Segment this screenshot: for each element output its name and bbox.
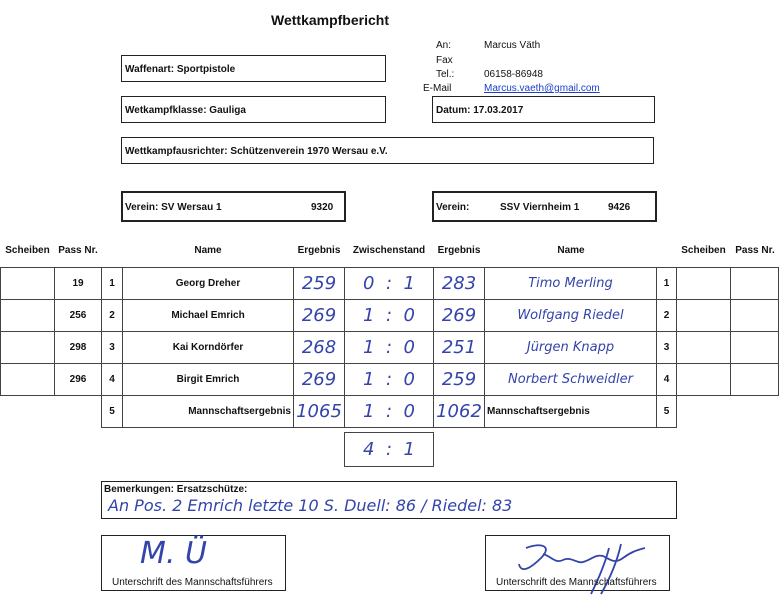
zw-right-value: 0 <box>403 337 415 358</box>
pass-right-cell <box>730 299 779 332</box>
verein-right-number: 9426 <box>608 202 631 213</box>
team-pos-right: 5 <box>656 395 677 428</box>
zw-left-value: 1 <box>363 369 375 390</box>
name-right-cell: Norbert Schweidler <box>484 363 657 396</box>
header-pass-left: Pass Nr. <box>58 245 98 256</box>
ergebnis-left-cell: 259 <box>293 267 345 300</box>
zwischenstand-cell <box>344 267 434 300</box>
pos-right-cell: 3 <box>656 331 677 364</box>
name-left-cell: Michael Emrich <box>122 299 294 332</box>
scheiben-left-cell <box>0 299 55 332</box>
name-left-cell: Georg Dreher <box>122 267 294 300</box>
zw-right-value: 0 <box>403 401 415 422</box>
scheiben-left-cell <box>0 331 55 364</box>
signature-left-box <box>101 535 286 591</box>
verein-left-box <box>121 191 346 222</box>
team-label-right: Mannschaftsergebnis <box>484 395 657 428</box>
signature-right-box <box>485 535 670 591</box>
tel-value: 06158-86948 <box>484 69 543 80</box>
tel-label: Tel.: <box>436 69 455 80</box>
header-ergebnis-left: Ergebnis <box>297 245 341 256</box>
ausrichter-box <box>121 137 654 164</box>
total-colon: : <box>385 439 393 460</box>
zwischenstand-cell <box>344 331 434 364</box>
total-score-cell <box>344 432 434 467</box>
pos-cell: 3 <box>101 331 123 364</box>
zw-left-value: 0 <box>363 273 375 294</box>
signature-right-label: Unterschrift des Mannschaftsführers <box>496 577 657 588</box>
zwischenstand-cell <box>344 299 434 332</box>
name-right-cell: Jürgen Knapp <box>484 331 657 364</box>
ergebnis-right-cell: 269 <box>433 299 485 332</box>
bemerkungen-text: An Pos. 2 Emrich letzte 10 S. Duell: 86 / Riedel: 83 <box>108 496 513 515</box>
zw-left-value: 1 <box>363 337 375 358</box>
zw-right-value: 0 <box>403 369 415 390</box>
pos-cell: 4 <box>101 363 123 396</box>
total-left: 4 <box>363 439 375 460</box>
bemerkungen-box <box>101 481 677 519</box>
header-scheiben-right: Scheiben <box>681 245 726 256</box>
fax-label: Fax <box>436 55 453 66</box>
pos-cell: 2 <box>101 299 123 332</box>
zw-colon: : <box>385 401 393 422</box>
verein-right-label: Verein: <box>436 202 470 213</box>
zw-colon: : <box>385 273 393 294</box>
ergebnis-left-cell: 269 <box>293 299 345 332</box>
team-pos-cell: 5 <box>101 395 123 428</box>
bemerkungen-label: Bemerkungen: Ersatzschütze: <box>104 484 248 495</box>
name-left-cell: Birgit Emrich <box>122 363 294 396</box>
header-name-right: Name <box>557 245 585 256</box>
page-title: Wettkampfbericht <box>271 12 389 28</box>
pass-right-cell <box>730 363 779 396</box>
zw-right-value: 0 <box>403 305 415 326</box>
an-label: An: <box>436 40 452 51</box>
pos-right-cell: 2 <box>656 299 677 332</box>
verein-left-label: Verein: SV Wersau 1 <box>125 202 222 213</box>
pass-right-cell <box>730 267 779 300</box>
header-ergebnis-right: Ergebnis <box>437 245 481 256</box>
name-right-cell: Timo Merling <box>484 267 657 300</box>
zw-right-value: 1 <box>403 273 415 294</box>
signature-left-mark: M. Ü <box>140 536 207 571</box>
ausrichter-label: Wettkampfausrichter: Schützenverein 1970 Wersau e.V. <box>125 146 388 157</box>
pass-right-cell <box>730 331 779 364</box>
team-ergebnis-left: 1065 <box>293 395 345 428</box>
waffenart-box <box>121 55 386 82</box>
header-scheiben-left: Scheiben <box>5 245 50 256</box>
ergebnis-right-cell: 259 <box>433 363 485 396</box>
zw-left-value: 1 <box>363 305 375 326</box>
scheiben-right-cell <box>676 363 731 396</box>
total-right: 1 <box>403 439 415 460</box>
ergebnis-right-cell: 283 <box>433 267 485 300</box>
pass-cell: 19 <box>54 267 102 300</box>
ergebnis-left-cell: 268 <box>293 331 345 364</box>
zw-colon: : <box>385 337 393 358</box>
ergebnis-right-cell: 251 <box>433 331 485 364</box>
pos-cell: 1 <box>101 267 123 300</box>
klasse-label: Wetkampfklasse: Gauliga <box>125 105 246 116</box>
an-value: Marcus Väth <box>484 40 541 51</box>
team-zwischenstand <box>344 395 434 428</box>
pos-right-cell: 4 <box>656 363 677 396</box>
header-pass-right: Pass Nr. <box>735 245 775 256</box>
zw-left-value: 1 <box>363 401 375 422</box>
klasse-box <box>121 96 386 123</box>
pass-cell: 296 <box>54 363 102 396</box>
header-zwischenstand: Zwischenstand <box>352 245 426 256</box>
waffenart-label: Waffenart: Sportpistole <box>125 64 236 75</box>
scheiben-left-cell <box>0 363 55 396</box>
verein-right-name: SSV Viernheim 1 <box>500 202 580 213</box>
zwischenstand-cell <box>344 363 434 396</box>
verein-left-number: 9320 <box>311 202 334 213</box>
email-link[interactable]: Marcus.vaeth@gmail.com <box>484 83 600 94</box>
scheiben-right-cell <box>676 299 731 332</box>
scheiben-right-cell <box>676 331 731 364</box>
pass-cell: 298 <box>54 331 102 364</box>
name-right-cell: Wolfgang Riedel <box>484 299 657 332</box>
pos-right-cell: 1 <box>656 267 677 300</box>
scheiben-left-cell <box>0 267 55 300</box>
pass-cell: 256 <box>54 299 102 332</box>
verein-right-box <box>432 191 657 222</box>
ergebnis-left-cell: 269 <box>293 363 345 396</box>
team-ergebnis-right: 1062 <box>433 395 485 428</box>
datum-box <box>432 96 655 123</box>
name-left-cell: Kai Korndörfer <box>122 331 294 364</box>
team-label-left: Mannschaftsergebnis <box>122 395 294 428</box>
datum-label: Datum: 17.03.2017 <box>436 105 524 116</box>
signature-left-label: Unterschrift des Mannschaftsführers <box>112 577 273 588</box>
scheiben-right-cell <box>676 267 731 300</box>
email-label: E-Mail <box>423 83 452 94</box>
header-name-left: Name <box>194 245 222 256</box>
zw-colon: : <box>385 369 393 390</box>
zw-colon: : <box>385 305 393 326</box>
